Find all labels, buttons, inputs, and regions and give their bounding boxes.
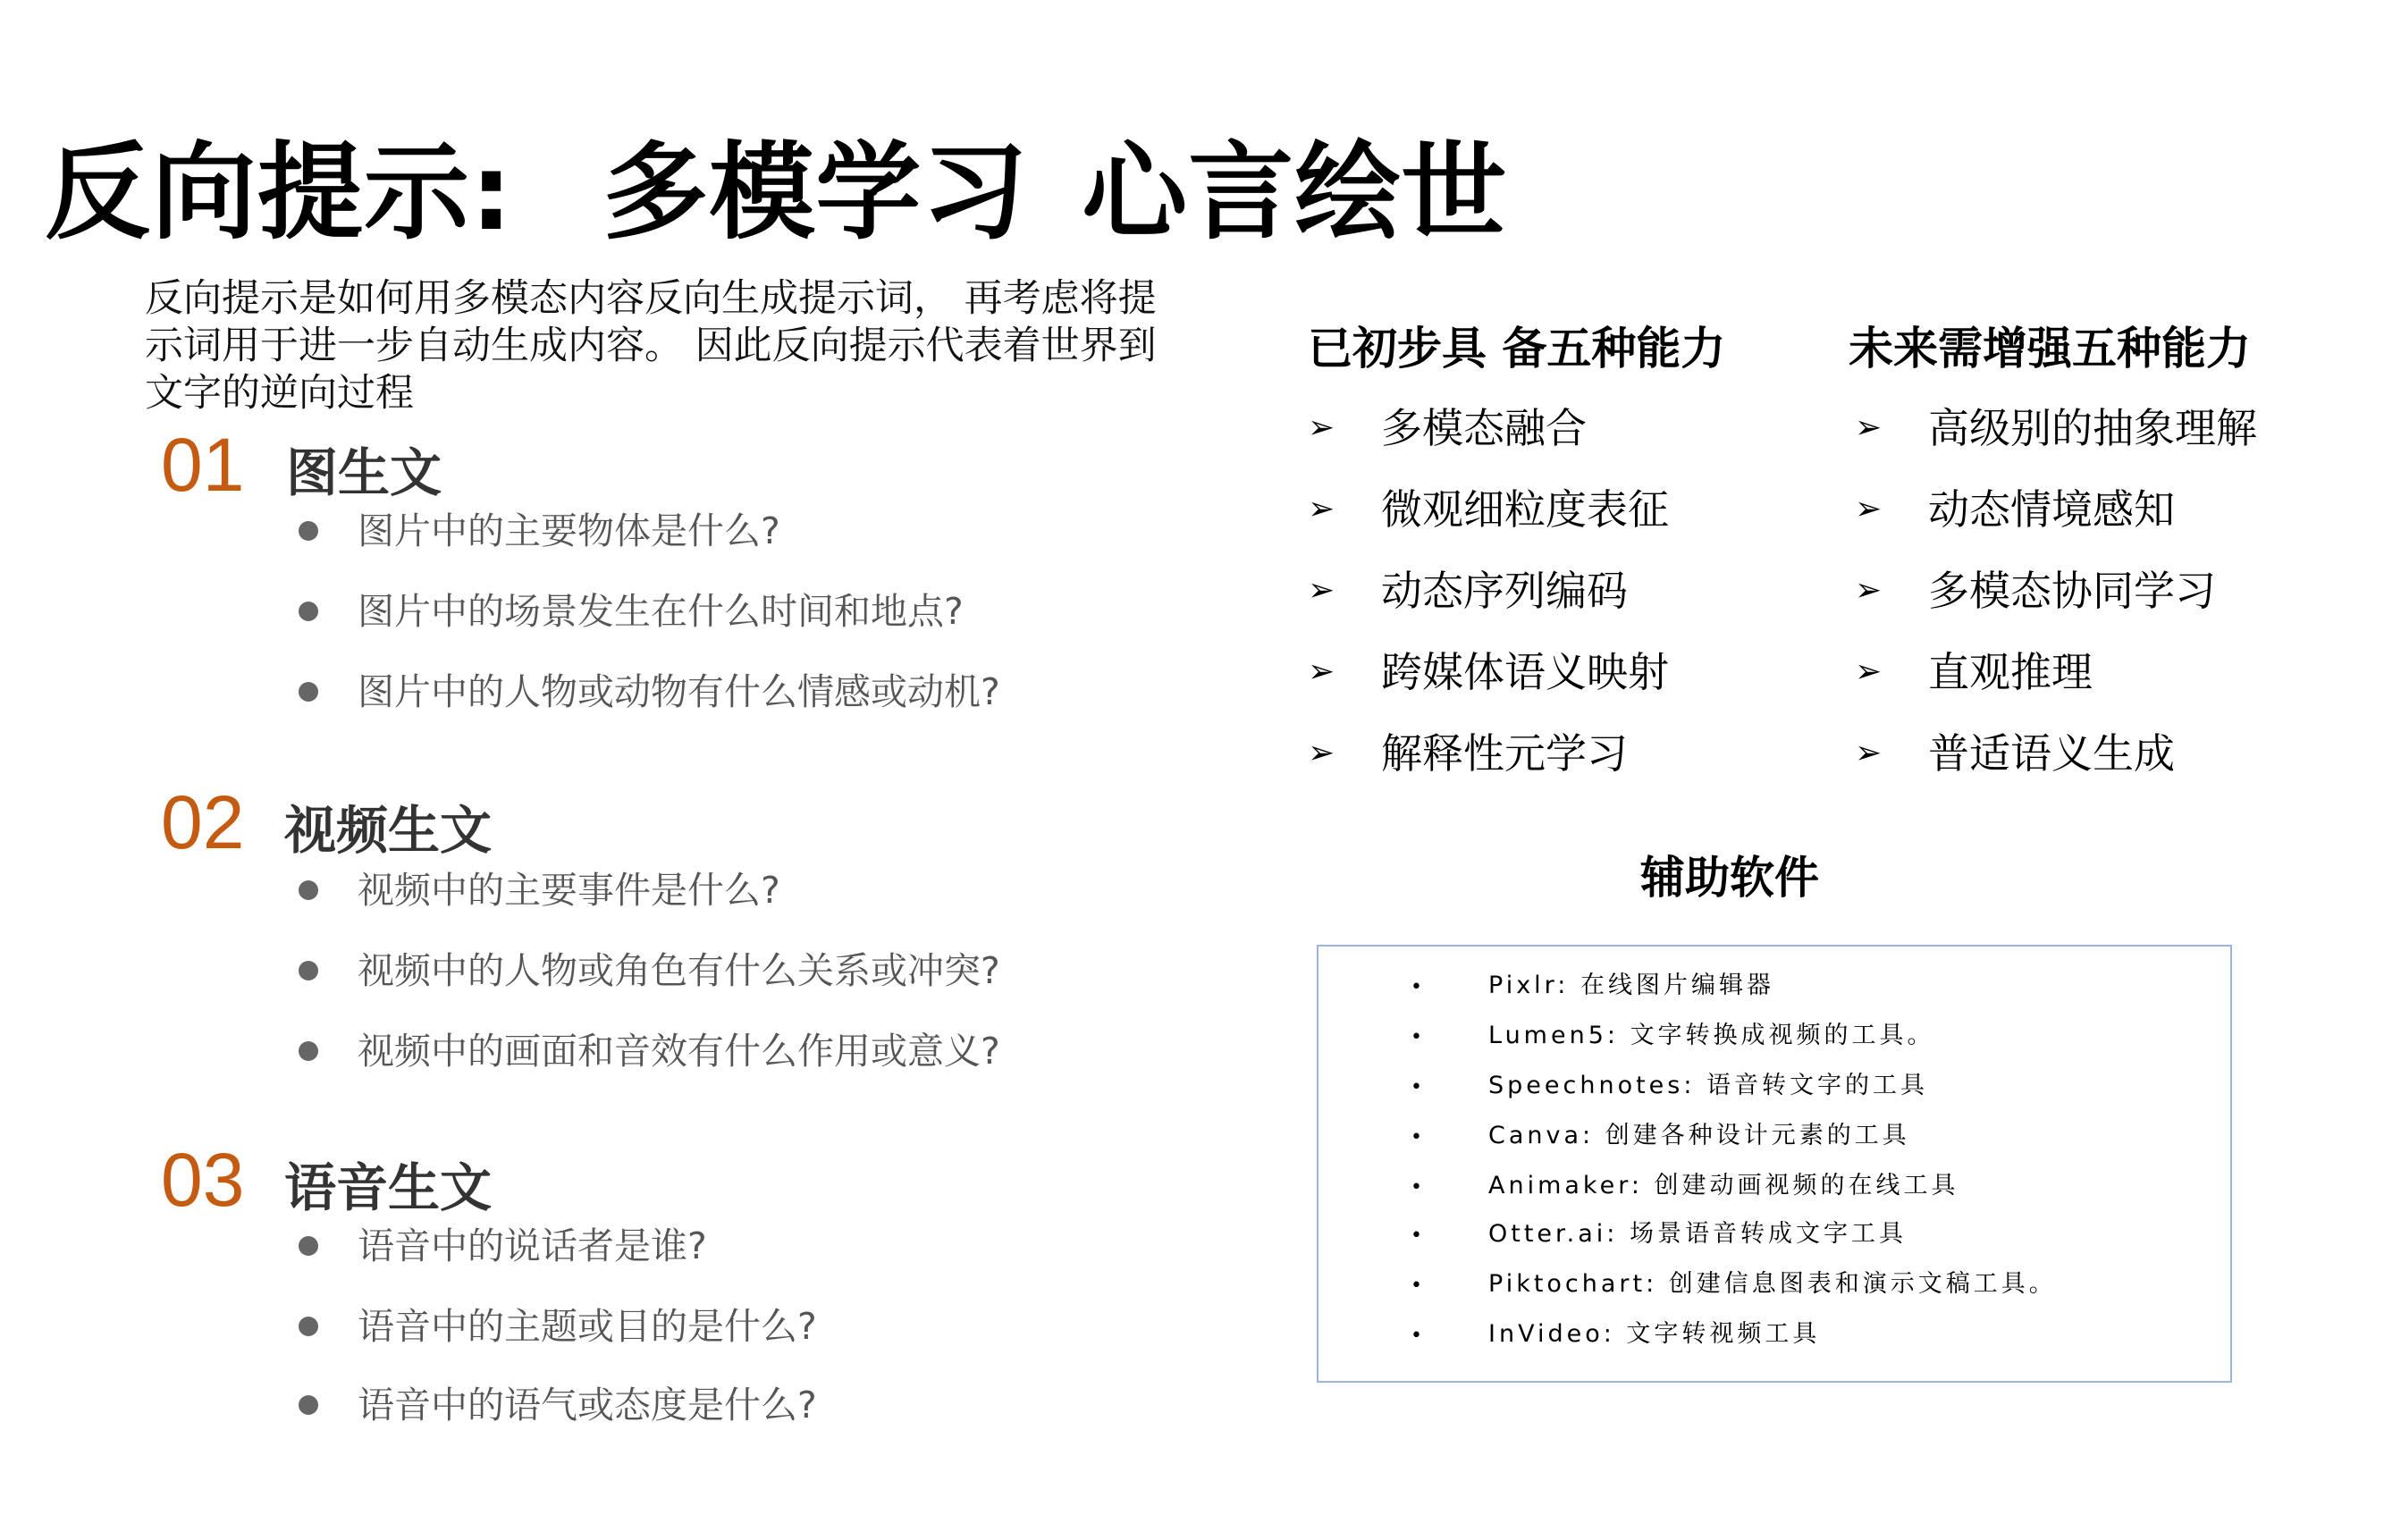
- software-bullet: •: [1411, 1275, 1422, 1297]
- software-item: Canva: 创建各种设计元素的工具: [1488, 1122, 1910, 1149]
- software-item: Animaker: 创建动画视频的在线工具: [1488, 1172, 1959, 1199]
- capabilities-future-heading: 未来需增强五种能力: [1849, 323, 2251, 374]
- software-item: Piktochart: 创建信息图表和演示文稿工具。: [1488, 1270, 2057, 1298]
- question-item: 图片中的人物或动物有什么情感或动机?: [358, 670, 1000, 713]
- question-item: 图片中的场景发生在什么时间和地点?: [358, 590, 964, 633]
- question-item: 语音中的说话者是谁?: [358, 1224, 707, 1267]
- question-item: 视频中的画面和音效有什么作用或意义?: [358, 1030, 1000, 1073]
- page-title: [45, 125, 1507, 259]
- section-number: 02: [161, 780, 245, 864]
- question-item: 视频中的人物或角色有什么关系或冲突?: [358, 949, 1000, 992]
- bullet-dot: [299, 1317, 318, 1336]
- capability-item: 动态情境感知: [1928, 485, 2175, 534]
- bullet-dot: [299, 602, 318, 621]
- title-part1: 反向提示:: [45, 130, 514, 254]
- software-heading: 辅助软件: [1640, 852, 1819, 904]
- question-item: 语音中的语气或态度是什么?: [358, 1384, 817, 1426]
- arrow-icon: ➢: [1308, 491, 1335, 527]
- software-item: Pixlr: 在线图片编辑器: [1488, 972, 1774, 999]
- software-bullet: •: [1411, 1076, 1422, 1098]
- software-item: Speechnotes: 语音转文字的工具: [1488, 1072, 1929, 1099]
- software-bullet: •: [1411, 976, 1422, 998]
- bullet-dot: [299, 961, 318, 980]
- section-title: 图生文: [286, 442, 442, 503]
- software-bullet: •: [1411, 1224, 1422, 1247]
- software-bullet: •: [1411, 1126, 1422, 1149]
- arrow-icon: ➢: [1855, 409, 1883, 446]
- arrow-icon: ➢: [1308, 653, 1335, 690]
- arrow-icon: ➢: [1308, 735, 1335, 771]
- arrow-icon: ➢: [1855, 735, 1883, 771]
- capabilities-current-heading: 已初步具 备五种能力: [1308, 323, 1726, 374]
- bullet-dot: [299, 682, 318, 702]
- bullet-dot: [299, 880, 318, 900]
- capability-item: 高级别的抽象理解: [1928, 404, 2257, 452]
- bullet-dot: [299, 1041, 318, 1061]
- software-item: InVideo: 文字转视频工具: [1488, 1320, 1821, 1348]
- capability-item: 直观推理: [1928, 648, 2093, 696]
- capability-item: 多模态协同学习: [1928, 567, 2216, 615]
- section-number: 01: [161, 423, 245, 507]
- capability-item: 微观细粒度表征: [1381, 485, 1669, 534]
- section-title: 视频生文: [284, 800, 493, 861]
- bullet-dot: [299, 521, 318, 541]
- arrow-icon: ➢: [1855, 491, 1883, 527]
- intro-paragraph: 反向提示是如何用多模态内容反向生成提示词， 再考虑将提示词用于进一步自动生成内容。 因此反向提示代表着世界到文字的逆向过程: [145, 276, 1157, 416]
- software-bullet: •: [1411, 1176, 1422, 1199]
- capability-item: 多模态融合: [1381, 404, 1587, 452]
- section-number: 03: [161, 1138, 245, 1222]
- capability-item: 跨媒体语义映射: [1381, 648, 1669, 696]
- arrow-icon: ➢: [1855, 572, 1883, 609]
- software-item: Lumen5: 文字转换成视频的工具。: [1488, 1022, 1935, 1049]
- software-bullet: •: [1411, 1026, 1422, 1048]
- arrow-icon: ➢: [1308, 409, 1335, 446]
- bullet-dot: [299, 1236, 318, 1256]
- capability-item: 普适语义生成: [1928, 729, 2175, 778]
- question-item: 图片中的主要物体是什么?: [358, 509, 780, 552]
- capability-item: 动态序列编码: [1381, 567, 1628, 615]
- title-part3: 心言绘世: [1082, 130, 1508, 254]
- software-item: Otter.ai: 场景语音转成文字工具: [1488, 1220, 1907, 1248]
- arrow-icon: ➢: [1308, 572, 1335, 609]
- capability-item: 解释性元学习: [1381, 729, 1628, 778]
- arrow-icon: ➢: [1855, 653, 1883, 690]
- software-bullet: •: [1411, 1325, 1422, 1347]
- question-item: 语音中的主题或目的是什么?: [358, 1305, 817, 1348]
- section-title: 语音生文: [284, 1157, 493, 1218]
- title-part2: 多模学习: [602, 130, 1029, 254]
- question-item: 视频中的主要事件是什么?: [358, 869, 780, 912]
- bullet-dot: [299, 1395, 318, 1415]
